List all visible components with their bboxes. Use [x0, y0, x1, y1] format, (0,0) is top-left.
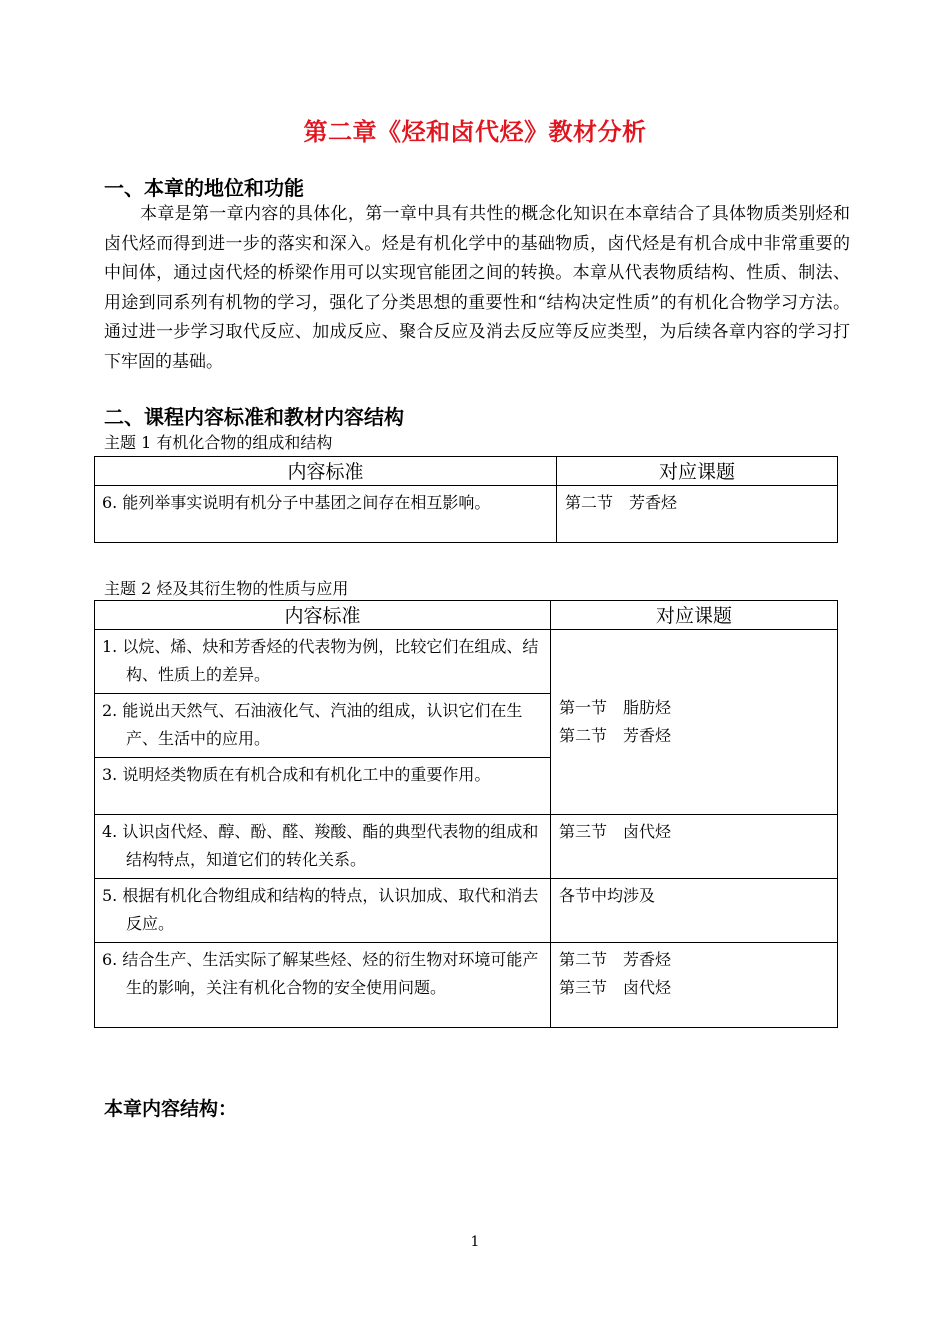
section1-paragraph: 本章是第一章内容的具体化，第一章中具有共性的概念化知识在本章结合了具体物质类别烃和卤代烃而得到进一步的落实和深入。烃是有机化学中的基础物质，卤代烃是有机合成中非常重要的中间体，通过卤代烃的桥梁作用可以实现官能团之间的转换。本章从代表物质结构、性质、制法、用途到同系列有机物的学习，强化了分类思想的重要性和“结构决定性质”的有机化合物学习方法。通过进一步学习取代反应、加成反应、聚合反应及消去反应等反应类型，为后续各章内容的学习打下牢固的基础。: [104, 204, 850, 372]
table1-caption: 主题 1 有机化合物的组成和结构: [104, 433, 333, 452]
table2: [94, 600, 838, 1028]
table2-row-topic: 第三节 卤代烃: [551, 815, 838, 879]
table2-caption: 主题 2 烃及其衍生物的性质与应用: [104, 579, 349, 598]
table1-header-topic: 对应课题: [557, 457, 838, 486]
table2-row-standard: 2. 能说出天然气、石油液化气、汽油的组成，认识它们在生产、生活中的应用。: [95, 694, 551, 758]
table2-row-standard: 6. 结合生产、生活实际了解某些烃、烃的衍生物对环境可能产生的影响，关注有机化合物的安全使用问题。: [95, 943, 551, 1028]
table1-row-standard: 6. 能列举事实说明有机分子中基团之间存在相互影响。: [95, 486, 557, 543]
table1: [94, 456, 838, 543]
table2-merged-topic: 第一节 脂肪烃 第二节 芳香烃: [551, 630, 838, 815]
table2-row-topic: 各节中均涉及: [551, 879, 838, 943]
table2-row-topic: 第二节 芳香烃 第三节 卤代烃: [551, 943, 838, 1028]
page-title: 第二章《烃和卤代烃》教材分析: [303, 118, 647, 146]
table2-header-topic: 对应课题: [551, 601, 838, 630]
table2-row-standard: 3. 说明烃类物质在有机合成和有机化工中的重要作用。: [95, 758, 551, 815]
table2-row-standard: 5. 根据有机化合物组成和结构的特点，认识加成、取代和消去反应。: [95, 879, 551, 943]
section2-heading: 二、课程内容标准和教材内容结构: [104, 405, 404, 429]
page-number: 1: [470, 1234, 480, 1250]
table2-row-standard: 1. 以烷、烯、炔和芳香烃的代表物为例，比较它们在组成、结构、性质上的差异。: [95, 630, 551, 694]
table2-row-standard: 4. 认识卤代烃、醇、酚、醛、羧酸、酯的典型代表物的组成和结构特点，知道它们的转化关系。: [95, 815, 551, 879]
structure-heading: 本章内容结构：: [104, 1098, 238, 1120]
table1-header-standard: 内容标准: [95, 457, 557, 486]
table2-header-standard: 内容标准: [95, 601, 551, 630]
table1-row-topic: 第二节 芳香烃: [557, 486, 838, 543]
section1-heading: 一、本章的地位和功能: [104, 176, 304, 200]
